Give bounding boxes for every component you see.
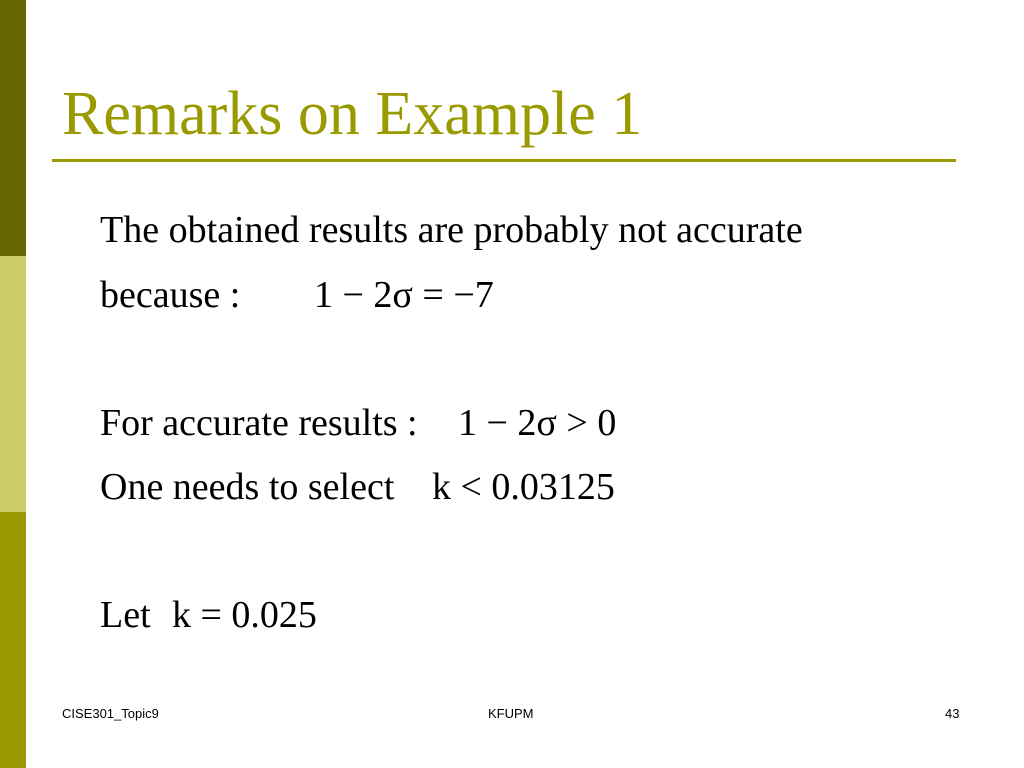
body-line-5-equation: k = 0.025 <box>172 594 317 636</box>
footer-course-label: CISE301_Topic9 <box>62 706 159 721</box>
body-line-2-equation: 1 − 2σ = −7 <box>314 274 494 316</box>
title-divider <box>52 159 956 162</box>
body-line-1-text: The obtained results are probably not accurate <box>100 209 803 251</box>
body-line-4 <box>100 465 615 509</box>
body-line-5 <box>100 593 317 637</box>
sidebar-segment-bottom <box>0 512 26 768</box>
body-line-4-equation: k < 0.03125 <box>432 466 615 508</box>
body-line-1 <box>100 208 803 252</box>
sidebar-segment-top <box>0 0 26 256</box>
body-line-4-text: One needs to select <box>100 466 395 508</box>
slide-title: Remarks on Example 1 <box>62 80 643 148</box>
footer-institution-label: KFUPM <box>488 706 534 721</box>
sidebar-accent-bar <box>0 0 26 768</box>
body-line-3 <box>100 401 617 445</box>
body-line-2 <box>100 273 494 317</box>
footer-page-number: 43 <box>945 706 960 721</box>
body-line-3-text: For accurate results : <box>100 402 418 444</box>
sidebar-segment-middle <box>0 256 26 512</box>
body-line-5-text: Let <box>100 594 151 636</box>
body-line-2-text: because : <box>100 274 241 316</box>
body-line-3-equation: 1 − 2σ > 0 <box>458 402 617 444</box>
